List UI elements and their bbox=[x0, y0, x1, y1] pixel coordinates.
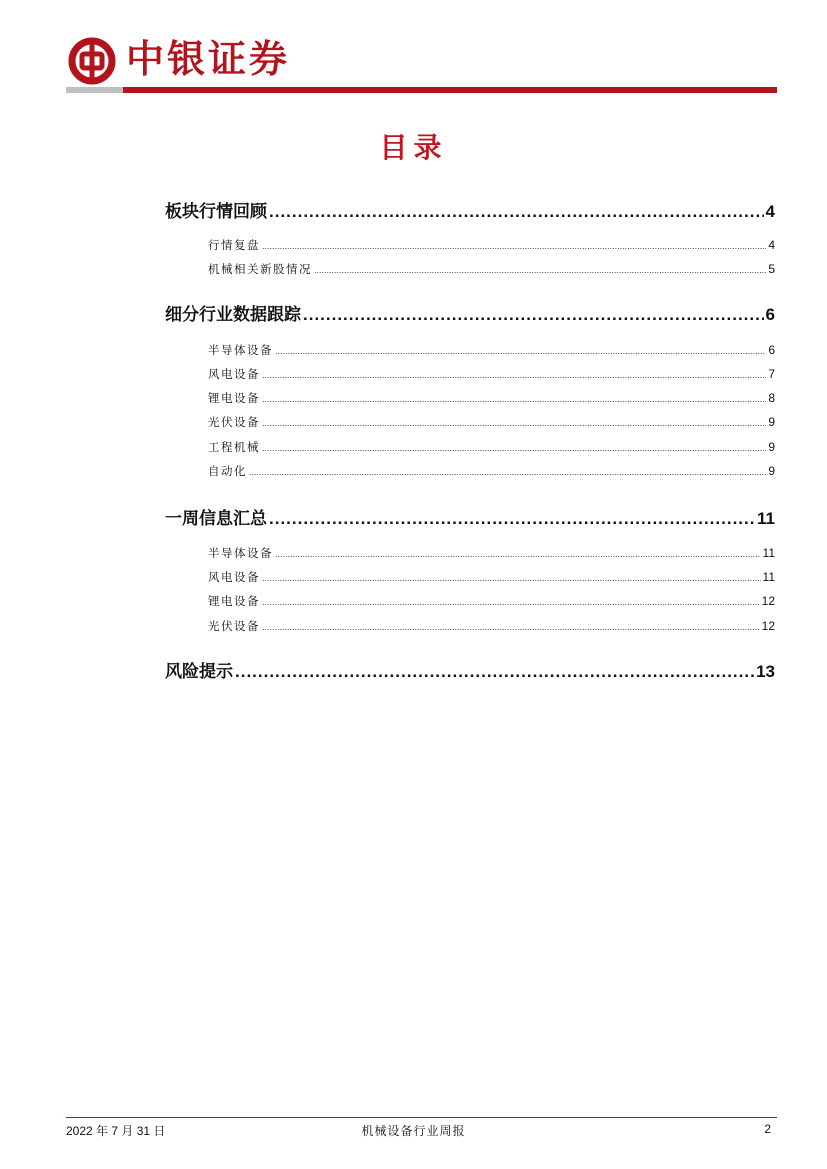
toc-leader-dots bbox=[235, 662, 754, 682]
toc-item[interactable] bbox=[208, 618, 775, 634]
toc-page-number: 12 bbox=[761, 594, 775, 608]
brand-name: 中银证券 bbox=[126, 36, 291, 81]
toc-leader-dots bbox=[262, 597, 760, 607]
header-rule-gray bbox=[66, 87, 123, 93]
toc-leader-dots bbox=[314, 265, 766, 275]
toc-leader-dots bbox=[269, 202, 764, 222]
toc-leader-dots bbox=[249, 467, 766, 477]
toc-section-market-review[interactable] bbox=[165, 197, 775, 222]
footer-date: 2022 年 7 月 31 日 bbox=[66, 1124, 166, 1138]
toc-item[interactable] bbox=[208, 261, 775, 277]
toc-page-number: 9 bbox=[768, 464, 775, 478]
toc-item[interactable] bbox=[208, 342, 775, 358]
toc-item[interactable] bbox=[208, 569, 775, 585]
toc-leader-dots bbox=[275, 549, 761, 559]
toc-page-number: 11 bbox=[762, 570, 775, 584]
toc-item[interactable] bbox=[208, 463, 775, 479]
toc-page-number: 6 bbox=[768, 343, 775, 357]
toc-page-number: 4 bbox=[765, 202, 775, 221]
toc-page-number: 11 bbox=[757, 509, 775, 528]
footer-report-title: 机械设备行业周报 bbox=[361, 1124, 466, 1138]
toc-item-label: 机械相关新股情况 bbox=[208, 262, 312, 276]
toc-leader-dots bbox=[262, 370, 766, 380]
toc-section-label: 一周信息汇总 bbox=[165, 509, 267, 529]
toc-leader-dots bbox=[303, 305, 764, 325]
footer-rule bbox=[66, 1117, 777, 1118]
toc-section-risk-warning[interactable] bbox=[165, 657, 775, 682]
toc-item[interactable] bbox=[208, 237, 775, 253]
toc-item-label: 工程机械 bbox=[208, 440, 260, 454]
toc-section-label: 风险提示 bbox=[165, 662, 233, 682]
toc-leader-dots bbox=[275, 346, 766, 356]
toc-title: 目录 bbox=[379, 131, 448, 164]
toc-item-label: 锂电设备 bbox=[208, 391, 260, 405]
toc-page-number: 6 bbox=[765, 305, 775, 324]
toc-leader-dots bbox=[262, 573, 761, 583]
toc-item[interactable] bbox=[208, 593, 775, 609]
toc-page-number: 8 bbox=[768, 391, 775, 405]
toc-leader-dots bbox=[262, 622, 760, 632]
toc-leader-dots bbox=[262, 418, 766, 428]
toc-item-label: 半导体设备 bbox=[208, 546, 273, 560]
toc-page-number: 4 bbox=[768, 238, 775, 252]
toc-page-number: 7 bbox=[768, 367, 775, 381]
toc-item-label: 风电设备 bbox=[208, 570, 260, 584]
toc-item-label: 光伏设备 bbox=[208, 619, 260, 633]
toc-section-segment-data[interactable] bbox=[165, 300, 775, 325]
toc-leader-dots bbox=[262, 443, 766, 453]
toc-leader-dots bbox=[269, 509, 755, 529]
toc-item-label: 锂电设备 bbox=[208, 594, 260, 608]
toc-item[interactable] bbox=[208, 366, 775, 382]
header-rule-red bbox=[123, 87, 777, 93]
toc-item-label: 自动化 bbox=[208, 464, 247, 478]
toc-page-number: 12 bbox=[761, 619, 775, 633]
toc-item[interactable] bbox=[208, 414, 775, 430]
toc-leader-dots bbox=[262, 241, 766, 251]
footer-page-number: 2 bbox=[764, 1122, 771, 1136]
toc-item-label: 风电设备 bbox=[208, 367, 260, 381]
toc-section-label: 板块行情回顾 bbox=[165, 202, 267, 222]
toc-page-number: 13 bbox=[756, 662, 775, 681]
bank-of-china-logo-icon bbox=[68, 37, 116, 85]
toc-item-label: 半导体设备 bbox=[208, 343, 273, 357]
toc-item-label: 光伏设备 bbox=[208, 415, 260, 429]
toc-section-label: 细分行业数据跟踪 bbox=[165, 305, 301, 325]
toc-item[interactable] bbox=[208, 439, 775, 455]
toc-section-weekly-news[interactable] bbox=[165, 504, 775, 529]
toc-page-number: 9 bbox=[768, 415, 775, 429]
toc-page-number: 5 bbox=[768, 262, 775, 276]
toc-page-number: 11 bbox=[762, 546, 775, 560]
toc-item[interactable] bbox=[208, 545, 775, 561]
toc-page-number: 9 bbox=[768, 440, 775, 454]
toc-leader-dots bbox=[262, 394, 766, 404]
toc-item-label: 行情复盘 bbox=[208, 238, 260, 252]
toc-item[interactable] bbox=[208, 390, 775, 406]
